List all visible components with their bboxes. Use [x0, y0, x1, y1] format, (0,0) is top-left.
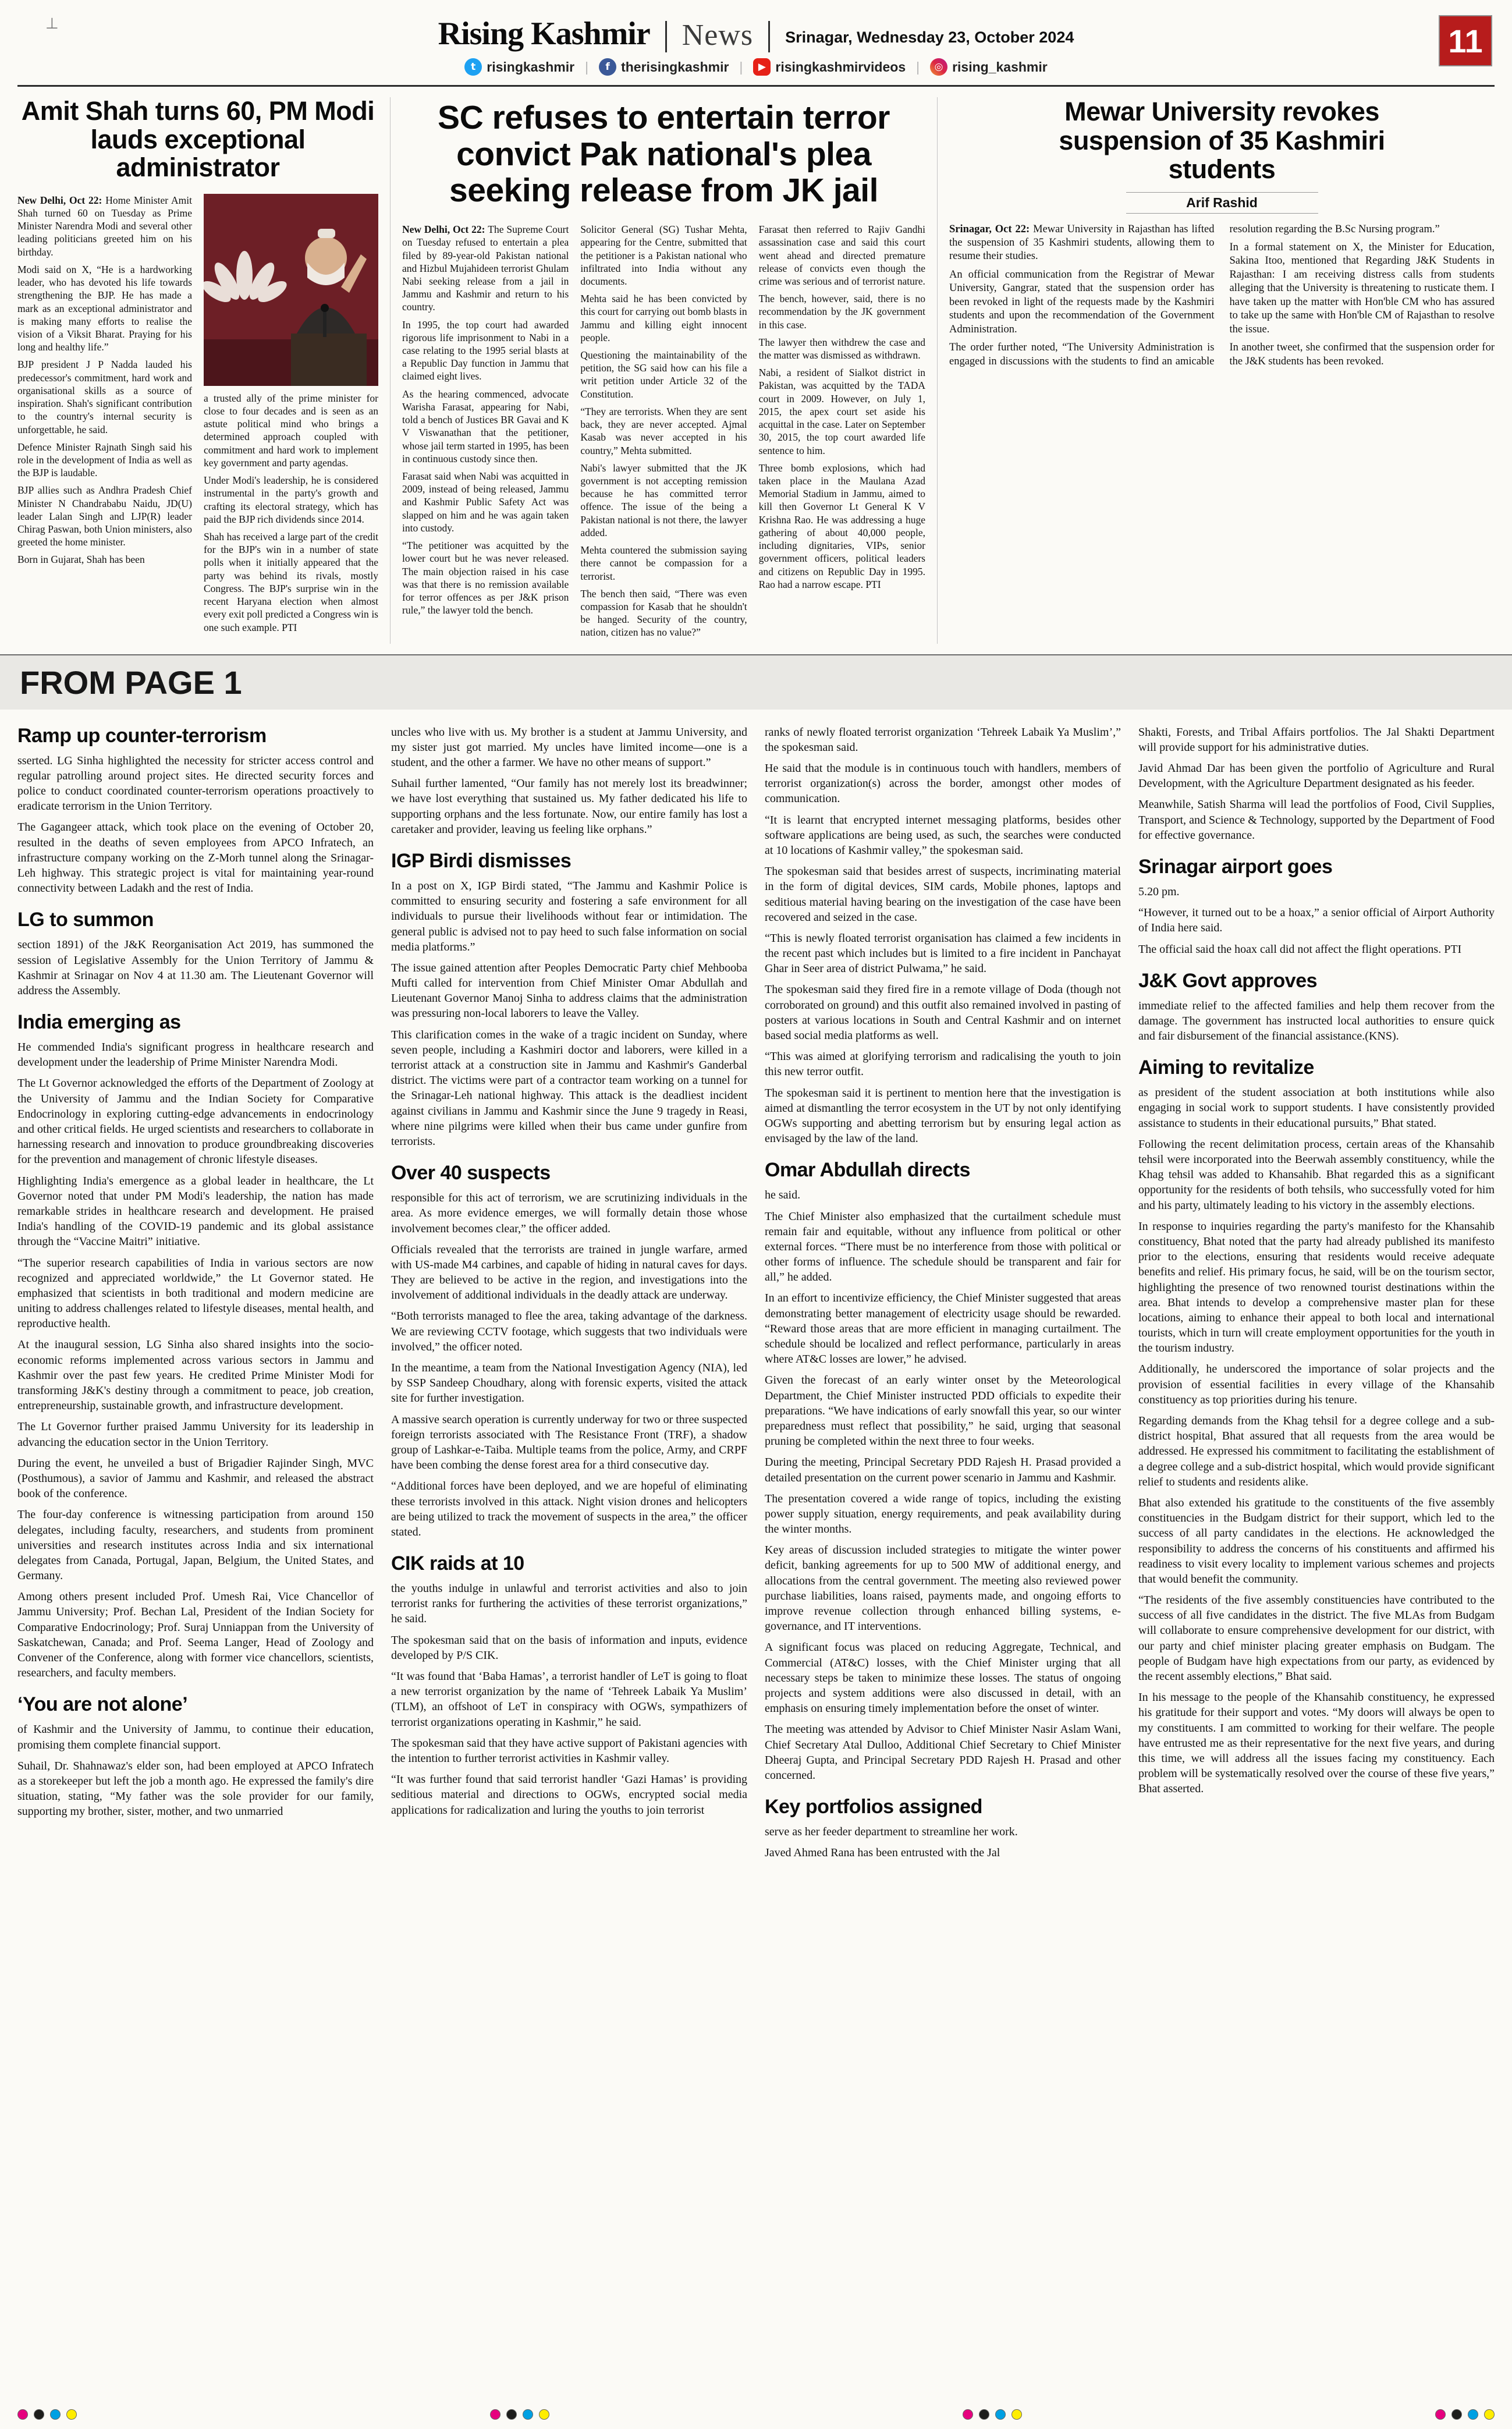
paragraph: Regarding demands from the Khag tehsil for a degree college and a sub-district hospital, Bhat assured that all requests from the area would be addressed. He expressed his commitment to facilitating the establishment of a degree college and a sub-district hospital, which would provide significant relief to students and residents alike.: [1138, 1414, 1495, 1488]
registration-group-center-left: [490, 2409, 549, 2420]
paragraph: “Additional forces have been deployed, and we are hopeful of eliminating these terrorists involved in this attack. Night vision drones and helicopters are being utilized to track the movement of suspects in the area,” the officer stated.: [391, 1480, 747, 1538]
paragraph: “The superior research capabilities of India in various sectors are now recognized and appreciated worldwide,” the Lt Governor stated. He emphasized that scientists in both traditional and modern medicine are uniting to address challenges related to lifestyle diseases, mental health, and reproductive health.: [17, 1256, 374, 1331]
paragraph: Meanwhile, Satish Sharma will lead the portfolios of Food, Civil Supplies, Transport, and Science & Technology, supported by the Department of Food for effective governance.: [1138, 798, 1495, 842]
paragraph: Javid Ahmad Dar has been given the portfolio of Agriculture and Rural Development, with the Agriculture Department designated as his feeder.: [1138, 762, 1495, 790]
article-column: [580, 223, 747, 644]
article-column-text: [204, 392, 378, 634]
paragraph: The issue gained attention after Peoples Democratic Party chief Mehbooba Mufti called for intervention from Chief Minister Omar Abdullah and Lieutenant Governor Manoj Sinha to address claims that the administration was pressuring non-local laborers to leave the Valley.: [391, 961, 747, 1020]
article-mewar-university: [937, 97, 1495, 644]
registration-group-center-right: [963, 2409, 1022, 2420]
article-headline: Amit Shah turns 60, PM Modi lauds exceptional administrator: [21, 96, 375, 183]
paragraph: Javed Ahmed Rana has been entrusted with the Jal: [765, 1846, 1000, 1860]
paragraph: During the meeting, Principal Secretary PDD Rajesh H. Prasad provided a detailed presentation on the current power scenario in Jammu and Kashmir.: [765, 1456, 1121, 1484]
registration-dot: [34, 2409, 44, 2420]
paragraph: The spokesman said that on the basis of information and inputs, evidence developed by P/S CIK.: [391, 1633, 747, 1662]
paragraph: “It was further found that said terrorist handler ‘Gazi Hamas’ is providing seditious material and directions to OGWs, encrypted social media applications for radicalization and luring the youths to join terrorist: [391, 1773, 747, 1817]
paragraph: As the hearing commenced, advocate Warisha Farasat, appearing for Nabi, told a bench of Justices BR Gavai and K V Viswanathan that the petitioner, whose jail term started in 1995, has been in continuous custody since then.: [402, 388, 569, 464]
paragraph: The Gagangeer attack, which took place on the evening of October 20, resulted in the deaths of seven employees from APCO Infratech, an infrastructure company working on the Z-Morh tunnel along the Srinagar-Leh highway. This strategic project is vital for maintaining year-round connectivity between Ladakh and the rest of India.: [17, 821, 374, 895]
paragraph: he said.: [765, 1189, 801, 1202]
paragraph: Suhail, Dr. Shahnawaz's elder son, had been employed at APCO Infratech as a storekeeper but left the job a month ago. He expressed the family's dire situation, stating, “My father was the sole provider for our family, supporting my brother, sister, mother, and two unmarried: [17, 1759, 374, 1818]
paragraph: The spokesman said they fired fire in a remote village of Doda (though not corroborated on ground) and this outfit also remained involved in pasting of posters at various locations in South and Central Kashmir and on internet based social media platforms as well.: [765, 983, 1121, 1042]
issue-date: Srinagar, Wednesday 23, October 2024: [785, 29, 1074, 46]
registration-dot: [490, 2409, 501, 2420]
page-number-box: [1439, 15, 1492, 66]
paragraph: BJP president J P Nadda lauded his predecessor's commitment, hard work and organisational skills as a source of inspiration. Shah's significant contribution to the country's internal security is unforgettable, he said.: [17, 359, 192, 435]
paragraph: 5.20 pm.: [1138, 885, 1180, 898]
paragraph: sserted. LG Sinha highlighted the necessity for stricter access control and regular patrolling around project sites. He directed security forces and police to conduct coordinated counter-terrorism operations proactively to eradicate terrorism in the Union Territory.: [17, 754, 374, 813]
divider: |: [585, 59, 589, 75]
paragraph: The Lt Governor further praised Jammu University for its leadership in advancing the education sector in the Union Territory.: [17, 1420, 374, 1449]
youtube-handle: risingkashmirvideos: [775, 59, 906, 75]
social-facebook[interactable]: [599, 58, 729, 76]
registration-dot: [963, 2409, 973, 2420]
paragraph: The bench then said, “There was even compassion for Kasab that he shouldn't be hanged. Security of the country, nation, citizen has no value?”: [580, 587, 747, 639]
paragraph: In his message to the people of the Khansahib constituency, he expressed his gratitude for their support and votes. “My doors will always be open to my constituents. I am committed to working for their welfare. The people have entrusted me as their representative for the next five years, and during this time, we will address all the issues facing my constituency. Each problem will be systematically resolved over the course of these five years,” Bhat asserted.: [1138, 1691, 1495, 1796]
article-amit-shah: [17, 97, 390, 644]
paragraph: He said that the module is in continuous touch with handlers, members of terrorist organization(s) across the border, amongst other modes of communication.: [765, 762, 1121, 806]
registration-dot: [523, 2409, 533, 2420]
from-page-1-banner: [0, 654, 1512, 710]
masthead-divider: [768, 21, 770, 52]
continuation-headline: CIK raids at 10: [391, 1552, 524, 1575]
registration-group-right: [1435, 2409, 1495, 2420]
registration-dot: [1451, 2409, 1462, 2420]
social-youtube[interactable]: [753, 58, 906, 76]
article-column: [759, 223, 925, 644]
registration-dot: [1435, 2409, 1446, 2420]
continuation-headline: ‘You are not alone’: [17, 1693, 188, 1716]
continuation-headline: Key portfolios assigned: [765, 1796, 982, 1818]
continuation-headline: India emerging as: [17, 1011, 181, 1034]
registration-dot: [979, 2409, 989, 2420]
divider: |: [916, 59, 920, 75]
byline: Arif Rashid: [1126, 192, 1318, 214]
paragraph: the youths indulge in unlawful and terrorist activities and also to join terrorist ranks for furthering the activities of these terrorist organizations,” he said.: [391, 1582, 747, 1626]
registration-dot: [1484, 2409, 1495, 2420]
paragraph: Three bomb explosions, which had taken place in the Maulana Azad Memorial Stadium in Jammu, aimed to kill then Governor Lt General K V Krishna Rao. He was addressing a huge gathering of about 40,000 people, including dignitaries, VIPs, senior government officers, political leaders and citizens on Republic Day in 1995. Rao had a narrow escape. PTI: [758, 462, 925, 590]
continuation-headline: J&K Govt approves: [1138, 969, 1318, 992]
print-registration-cross: ⊥: [45, 15, 59, 33]
continuation-column-2: [391, 725, 747, 1867]
paragraph: responsible for this act of terrorism, we are scrutinizing individuals in the area. As more evidence emerges, we will formally detain those whose involvement becomes clear,” the officer added.: [391, 1192, 747, 1235]
paragraph: An official communication from the Registrar of Mewar University, Gangrar, stated that the suspension order has been revoked in light of the requests made by the Kashmiri students and upon the recommendation of the Government Administration.: [949, 268, 1215, 335]
paragraph: Under Modi's leadership, he is considered instrumental in the party's growth and crafting its electoral strategy, which has paid the BJP rich dividends since 2014.: [204, 474, 378, 525]
paragraph: Following the recent delimitation process, certain areas of the Khansahib tehsil were incorporated into the Beerwah assembly constituency, while the Khag tehsil was added to Khansahib. Bhat regarded this as a significant opportunity for the residents of both tehsils, who successfully voted for him and his party, ultimately leading to his victory in the assembly elections.: [1138, 1137, 1495, 1212]
registration-dot: [539, 2409, 549, 2420]
paragraph: a trusted ally of the prime minister for close to four decades and is seen as an astute political mind who brings a determined approach coupled with commitment and hard work to implement key government and party agendas.: [204, 392, 378, 469]
paragraph: The bench, however, said, there is no recommendation by the JK government in this case.: [758, 293, 925, 331]
paragraph: ranks of newly floated terrorist organization ‘Tehreek Labaik Ya Muslim’,” the spokesman said.: [765, 725, 1121, 754]
registration-dot: [1011, 2409, 1022, 2420]
dateline: Srinagar, Oct 22:: [949, 223, 1034, 235]
paragraph: The Lt Governor acknowledged the efforts of the Department of Zoology at the University of Jammu and the Indian Society for Comparative Endocrinology in exploring cutting-edge advancements in endocrinology and other critical fields. He urged scientists and researchers to collaborate in harnessing research and innovation to produce groundbreaking discoveries for the prevention and management of chronic lifestyle diseases.: [17, 1077, 374, 1166]
paragraph: uncles who live with us. My brother is a student at Jammu University, and my sister just got married. My uncles have limited income—one is a student, and the other a farmer. We have no other means of support.”: [391, 725, 747, 769]
paragraph: In the meantime, a team from the National Investigation Agency (NIA), led by SSP Sandeep Choudhary, along with forensic experts, visited the attack site for further investigation.: [391, 1361, 747, 1405]
paragraph: A significant focus was placed on reducing Aggregate, Technical, and Commercial (AT&C) losses, with the Chief Minister urging that all necessary steps be taken to minimize these losses. The status of ongoing projects and system additions were also discussed in detail, with an emphasis on ensuring timely implementation before the onset of winter.: [765, 1641, 1121, 1715]
registration-dot: [66, 2409, 77, 2420]
registration-dot: [1468, 2409, 1478, 2420]
paragraph: BJP allies such as Andhra Pradesh Chief Minister N Chandrababu Naidu, JD(U) leader Lalan Singh and LJP(R) leader Chirag Paswan, both Union ministers, also greeted the home minister.: [17, 484, 192, 548]
article-body: [949, 223, 1495, 371]
dateline: New Delhi, Oct 22:: [402, 224, 488, 236]
paragraph: Questioning the maintainability of the petition, the SG said how can his file a writ petition under Article 32 of the Constitution.: [580, 349, 747, 400]
paragraph: During the event, he unveiled a bust of Brigadier Rajinder Singh, MVC (Posthumous), a savior of Jammu and Kashmir, and released the abstract book of the conference.: [17, 1456, 374, 1501]
paragraph: Srinagar, Oct 22: Mewar University in Rajasthan has lifted the suspension of 35 Kashmiri students, allowing them to resume their studies.: [949, 223, 1215, 263]
continuation-headline: Omar Abdullah directs: [765, 1159, 970, 1182]
paragraph: The lawyer then withdrew the case and the matter was dismissed as withdrawn.: [758, 336, 925, 361]
print-registration-marks: [17, 2409, 1495, 2420]
paragraph: as president of the student association at both institutions while also engaging in social work to support students. I have consistently provided assistance to students in their educational pursuits,” Bhat stated.: [1138, 1086, 1495, 1130]
twitter-handle: risingkashmir: [487, 59, 575, 75]
paragraph: Farasat said when Nabi was acquitted in 2009, instead of being released, Jammu and Kashmir Public Safety Act was slapped on him and he was again taken into custody.: [402, 470, 569, 534]
dateline: New Delhi, Oct 22:: [17, 194, 106, 206]
social-instagram[interactable]: [930, 58, 1048, 76]
paragraph: Defence Minister Rajnath Singh said his role in the development of India as well as the BJP is laudable.: [17, 441, 192, 479]
twitter-icon: t: [464, 58, 482, 76]
continuation-headline: IGP Birdi dismisses: [391, 849, 572, 872]
paragraph: Mehta countered the submission saying there cannot be compassion for a terrorist.: [580, 544, 747, 582]
continuation-column-1: [17, 725, 374, 1867]
divider: |: [739, 59, 743, 75]
registration-dot: [50, 2409, 61, 2420]
registration-dot: [995, 2409, 1006, 2420]
paragraph: Highlighting India's emergence as a global leader in healthcare, the Lt Governor noted that under PM Modi's leadership, the nation has made remarkable strides in healthcare research and development. He praised India's handling of the COVID-19 pandemic and its global assistance through the “Vaccine Maitri” initiative.: [17, 1174, 374, 1249]
paragraph: Additionally, he underscored the importance of solar projects and the provision of essential facilities in every village of the Khansahib constituency as top priorities during his tenure.: [1138, 1363, 1495, 1406]
paragraph: “They are terrorists. When they are sent back, they are never accepted. Ajmal Kasab was never accepted in his country,” Mehta submitted.: [580, 405, 747, 456]
paragraph: The presentation covered a wide range of topics, including the existing power supply situation, energy requirements, and peak availability during the winter months.: [765, 1492, 1121, 1536]
paragraph: Key areas of discussion included strategies to mitigate the winter power deficit, banking agreements for up to 500 MW of additional energy, and allocations from the central government. The meeting also reviewed power purchase liabilities, loans raised, payments made, and ongoing efforts to improve revenue collection through enhanced billing systems, e-governance, and IT interventions.: [765, 1544, 1121, 1633]
paragraph: “The residents of the five assembly constituencies have contributed to the success of all five candidates in the district. The five MLAs from Budgam will collaborate to ensure comprehensive development for our district, with our party and chief minister placing greater emphasis on Budgam. The people of Budgam have high expectations from our party, as evidenced by the recent assembly elections,” Bhat said.: [1138, 1594, 1495, 1683]
paragraph: Bhat also extended his gratitude to the constituents of the five assembly constituencies in the Budgam district for their support, which led to the success of all party candidates in the elections. He acknowledged the responsibility to address the concerns of his constituents and affirmed his readiness to visit every locality to implement various schemes and projects that would benefit the community.: [1138, 1496, 1495, 1586]
paragraph: “This was aimed at glorifying terrorism and radicalising the youth to join this new terror outfit.: [765, 1050, 1121, 1079]
paragraph: New Delhi, Oct 22: Home Minister Amit Shah turned 60 on Tuesday as Prime Minister Narendra Modi and several other leading politicians greeted him on his birthday.: [17, 194, 192, 258]
continuation-column-3: [765, 725, 1121, 1867]
registration-group-left: [17, 2409, 77, 2420]
paragraph: “It was found that ‘Baba Hamas’, a terrorist handler of LeT is going to float a new terrorist organization by the name of ‘Tehreek Labaik Ya Muslim’ (TLM), an offshoot of LeT in conspiracy with OGWs, sympathizers of terrorist organizations operating in Kashmir,” he said.: [391, 1670, 747, 1729]
instagram-icon: ◎: [930, 58, 947, 76]
paragraph: In 1995, the top court had awarded rigorous life imprisonment to Nabi in a case relating to the 1995 serial blasts at a Republic Day function in Jammu that claimed eight lives.: [402, 318, 569, 382]
paragraph: “This is newly floated terrorist organisation has claimed a few incidents in the recent past which includes but is limited to a fire incident in Panchayat Ghar in Seer area of district Pulwama,” he said.: [765, 931, 1121, 976]
paragraph: serve as her feeder department to streamline her work.: [765, 1825, 1018, 1839]
paragraph: Shah has received a large part of the credit for the BJP's win in a number of state polls when it initially appeared that the party was behind its rivals, mostly Congress. The BJP's surprise win in the recent Haryana election when almost every exit poll predicted a Congress win is one such example. PTI: [204, 530, 378, 633]
paragraph: Nabi's lawyer submitted that the JK government is not accepting remission because he has committed terror offence. The issue of the being a Pakistan national is not there, the lawyer added.: [580, 462, 747, 538]
article-column: [17, 194, 192, 639]
article-headline: Mewar University revokes suspension of 35 Kashmiri students: [1059, 97, 1385, 184]
paragraph: Shakti, Forests, and Tribal Affairs portfolios. The Jal Shakti Department will provide support for his administrative duties.: [1138, 725, 1495, 754]
paper-logo: Rising Kashmir: [438, 16, 650, 52]
paragraph: “Both terrorists managed to flee the area, taking advantage of the darkness. We are reviewing CCTV footage, which suggests that two individuals were involved,” the officer noted.: [391, 1310, 747, 1353]
paragraph: New Delhi, Oct 22: The Supreme Court on Tuesday refused to entertain a plea filed by 89-year-old Pakistan national and Hizbul Mujahideen terrorist Ghulam Nabi seeking release from a jail in Jammu and Kashmir and return to his country.: [402, 224, 569, 313]
social-twitter[interactable]: [464, 58, 574, 76]
continuation-headline: Aiming to revitalize: [1138, 1056, 1314, 1079]
paragraph: Given the forecast of an early winter onset by the Meteorological Department, the Chief Minister instructed PDD officials to expedite their preparations. “We have indications of early snowfall this year, so our winter preparedness must reflect that possibility,” he said, urging that seasonal pruning be completed within the next three to four weeks.: [765, 1374, 1121, 1448]
paragraph: Solicitor General (SG) Tushar Mehta, appearing for the Centre, submitted that the petitioner is a Pakistan national who infiltrated into India without any documents.: [580, 224, 747, 287]
paragraph: This clarification comes in the wake of a tragic incident on Sunday, where seven people, including a Kashmiri doctor and laborers, were killed in a terrorist attack at a construction site in Jammu and Kashmir's Ganderbal district. The victims were part of a contractor team working on a tunnel for the Srinagar-Leh national highway. This attack is the deadliest incident against civilians in Jammu and Kashmir since the June 9 tragedy in Reasi, where nine pilgrims were killed when their bus came under gunfire from terrorists.: [391, 1028, 747, 1148]
paragraph: A massive search operation is currently underway for two or three suspected foreign terrorists associated with The Resistance Front (TRF), a shadow group of Lashkar-e-Taiba. Multiple teams from the police, Army, and CRPF have been combing the dense forest area for a third consecutive day.: [391, 1413, 747, 1472]
paragraph: The Chief Minister also emphasized that the curtailment schedule must remain fair and equitable, without any influence from political or other external forces. “There must be no interference from those with political or other forms of influence. The schedule should be transparent and fair for all,” he added.: [765, 1210, 1121, 1284]
article-sc-plea: [390, 97, 937, 644]
page-number: 11: [1448, 22, 1483, 59]
from-page-1-label: FROM PAGE 1: [20, 664, 242, 701]
masthead-divider: [665, 21, 667, 52]
paragraph: The order further noted, “The University Administration is engaged in discussions with the students to find an amicable resolution regarding the B.Sc Nursing program.”: [949, 223, 1440, 367]
section-label: News: [682, 19, 754, 52]
paragraph: “The petitioner was acquitted by the lower court but he was never released. The main objection raised in his case was that there is no remission available for terror offences as per J&K prison rule,” the lawyer told the bench.: [402, 540, 569, 616]
paragraph: Modi said on X, “He is a hardworking leader, who has devoted his life towards strengthening the BJP. He has made a mark as an exceptional administrator and is making many efforts to realise the vision of a Viksit Bharat. Praying for his long and healthy life.”: [17, 263, 192, 353]
paragraph: The spokesman said it is pertinent to mention here that the investigation is aimed at dismantling the terror ecosystem in the UT by not only identifying OGWs supporting and abetting terrorism but by ensuring legal action as envisaged by the law of the land.: [765, 1086, 1121, 1146]
paragraph: The spokesman said that they have active support of Pakistani agencies with the intention to further terrorist activities in Kashmir valley.: [391, 1736, 747, 1765]
paragraph: The official said the hoax call did not affect the flight operations. PTI: [1138, 942, 1462, 956]
paragraph: In another tweet, she confirmed that the suspension order for the J&K students has been revoked.: [1229, 342, 1495, 367]
continuations-section: [0, 710, 1512, 1867]
top-articles-section: [0, 87, 1512, 650]
paragraph: Officials revealed that the terrorists are trained in jungle warfare, armed with US-made M4 carbines, and capable of hiding in natural caves for days. They are believed to be active in the region, and investigations into the involvement of additional individuals in the deadly attack are underway.: [391, 1243, 747, 1302]
facebook-icon: f: [599, 58, 616, 76]
paragraph: He commended India's significant progress in healthcare research and development under the leadership of Prime Minister Narendra Modi.: [17, 1041, 374, 1069]
paragraph: In an effort to incentivize efficiency, the Chief Minister suggested that areas demonstrating better management of electricity usage should be rewarded. “Reward those areas that are more efficient in managing curtailment. The schedule should be localized and reflect performance, particularly in areas where AT&C losses are lower,” he advised.: [765, 1292, 1121, 1366]
paragraph: In a formal statement on X, the Minister for Education, Sakina Itoo, mentioned that Regarding J&K Students in Rajasthan: I am receiving distress calls from students alleging that the University is threatening to rusticate them. I have taken up the matter with Hon'ble CM who has assured to take up the same with Hon'ble CM of Rajasthan to resolve the issue.: [1229, 241, 1495, 335]
continuation-headline: LG to summon: [17, 909, 154, 931]
paragraph: section 1891) of the J&K Reorganisation Act 2019, has summoned the session of Legislative Assembly for the Union Territory of Jammu & Kashmir at Srinagar on Nov 4 at 11.30 am. The Lieutenant Governor will address the Assembly.: [17, 938, 374, 997]
instagram-handle: rising_kashmir: [952, 59, 1048, 75]
paragraph: “It is learnt that encrypted internet messaging platforms, besides other software applications are being used, as such, the searches were conducted at 10 locations of Kashmir valley,” the spokesman said.: [765, 813, 1121, 857]
registration-dot: [506, 2409, 517, 2420]
paragraph: Nabi, a resident of Sialkot district in Pakistan, was acquitted by the TADA court in 2009. However, on July 1, 2015, the apex court set aside his acquittal in the case. Later on September 30, 2015, the top court awarded life sentence to him.: [758, 367, 925, 456]
social-handles-row: [0, 58, 1512, 76]
paragraph: Born in Gujarat, Shah has been: [17, 554, 145, 566]
continuation-headline: Srinagar airport goes: [1138, 855, 1333, 878]
paragraph: At the inaugural session, LG Sinha also shared insights into the socio-economic reforms implemented across various sectors in Jammu and Kashmir over the past few years. He credited Prime Minister Modi for transforming J&K's destiny through a commitment to peace, job creation, entrepreneurship, sustainable growth, and infrastructure development.: [17, 1338, 374, 1413]
paragraph: immediate relief to the affected families and help them recover from the damage. The government has instructed local authorities to ensure quick and fair disbursement of the financial assistance.(KNS).: [1138, 999, 1495, 1043]
paragraph: The four-day conference is witnessing participation from around 150 delegates, including faculty, researchers, and students from prominent universities and research institutes across India and six international delegates from Canada, Portugal, Japan, Belgium, the United States, and Germany.: [17, 1508, 374, 1583]
paragraph: In a post on X, IGP Birdi stated, “The Jammu and Kashmir Police is committed to ensuring security and fostering a safe environment for all individuals to pursue their livelihoods without fear or intimidation. The general public is advised not to pay heed to such false information on social media platforms.”: [391, 879, 747, 953]
paragraph: Mehta said he has been convicted by this court for carrying out bomb blasts in Jammu and killing eight innocent people.: [580, 293, 747, 343]
facebook-handle: therisingkashmir: [621, 59, 729, 75]
registration-dot: [17, 2409, 28, 2420]
paragraph: Among others present included Prof. Umesh Rai, Vice Chancellor of Jammu University; Prof. Bechan Lal, President of the Indian Society for Comparative Endocrinology; Prof. Suraj Unniappan from the University of Saskatchewan, Canada; and Prof. Seema Langer, Head of Zoology and Convener of the Conference, along with former vice chancellors, scientists, researchers, and faculty members.: [17, 1590, 374, 1680]
paragraph: “However, it turned out to be a hoax,” a senior official of Airport Authority of India here said.: [1138, 906, 1495, 935]
paragraph: Farasat then referred to Rajiv Gandhi assassination case and said this court went ahead and directed premature release of convicts even though the crime was serious and of terrorist nature.: [758, 224, 925, 287]
pm-modi-photo-graphic: [204, 194, 378, 386]
article-headline: SC refuses to entertain terror convict Pak national's plea seeking release from JK jail: [438, 99, 890, 210]
article-column: [204, 194, 378, 639]
paragraph: In response to inquiries regarding the party's manifesto for the Khansahib constituency, Bhat noted that the party had already published its manifesto prior to the elections, ensuring that residents would receive adequate benefits and relief. His primary focus, he said, will be on the tourism sector, highlighting the presence of two renowned tourist destinations within the area. Bhat intends to develop a comprehensive master plan for these locations, aiming to enhance their appeal to both local and international tourists, which in turn will create employment opportunities for the youth in the tourism industry.: [1138, 1219, 1495, 1355]
masthead: [0, 0, 1512, 52]
paragraph: Suhail further lamented, “Our family has not merely lost its breadwinner; we have lost everything that sustained us. My father dedicated his life to supporting orphans and the less fortunate. Now, our entire family has lost a caretaker and provider, leaving us feeling like orphans.”: [391, 777, 747, 836]
article-column: [402, 223, 569, 644]
paragraph: of Kashmir and the University of Jammu, to continue their education, promising them complete financial support.: [17, 1723, 374, 1751]
continuation-headline: Ramp up counter-terrorism: [17, 724, 267, 747]
paragraph: The spokesman said that besides arrest of suspects, incriminating material in the form of digital devices, SIM cards, Mobile phones, laptops and seditious material having bearing on the investigation of the case have been recovered and seized in the case.: [765, 865, 1121, 924]
continuation-headline: Over 40 suspects: [391, 1162, 551, 1185]
paragraph: The meeting was attended by Advisor to Chief Minister Nasir Aslam Wani, Chief Secretary Atal Dulloo, Additional Chief Secretary to Chief Minister Dheeraj Gupta, and Principal Secretary PDD Rajesh H. Prasad and other concerned.: [765, 1723, 1121, 1782]
youtube-icon: ▶: [753, 58, 771, 76]
pm-modi-photo: [204, 194, 378, 386]
continuation-column-4: [1138, 725, 1495, 1867]
